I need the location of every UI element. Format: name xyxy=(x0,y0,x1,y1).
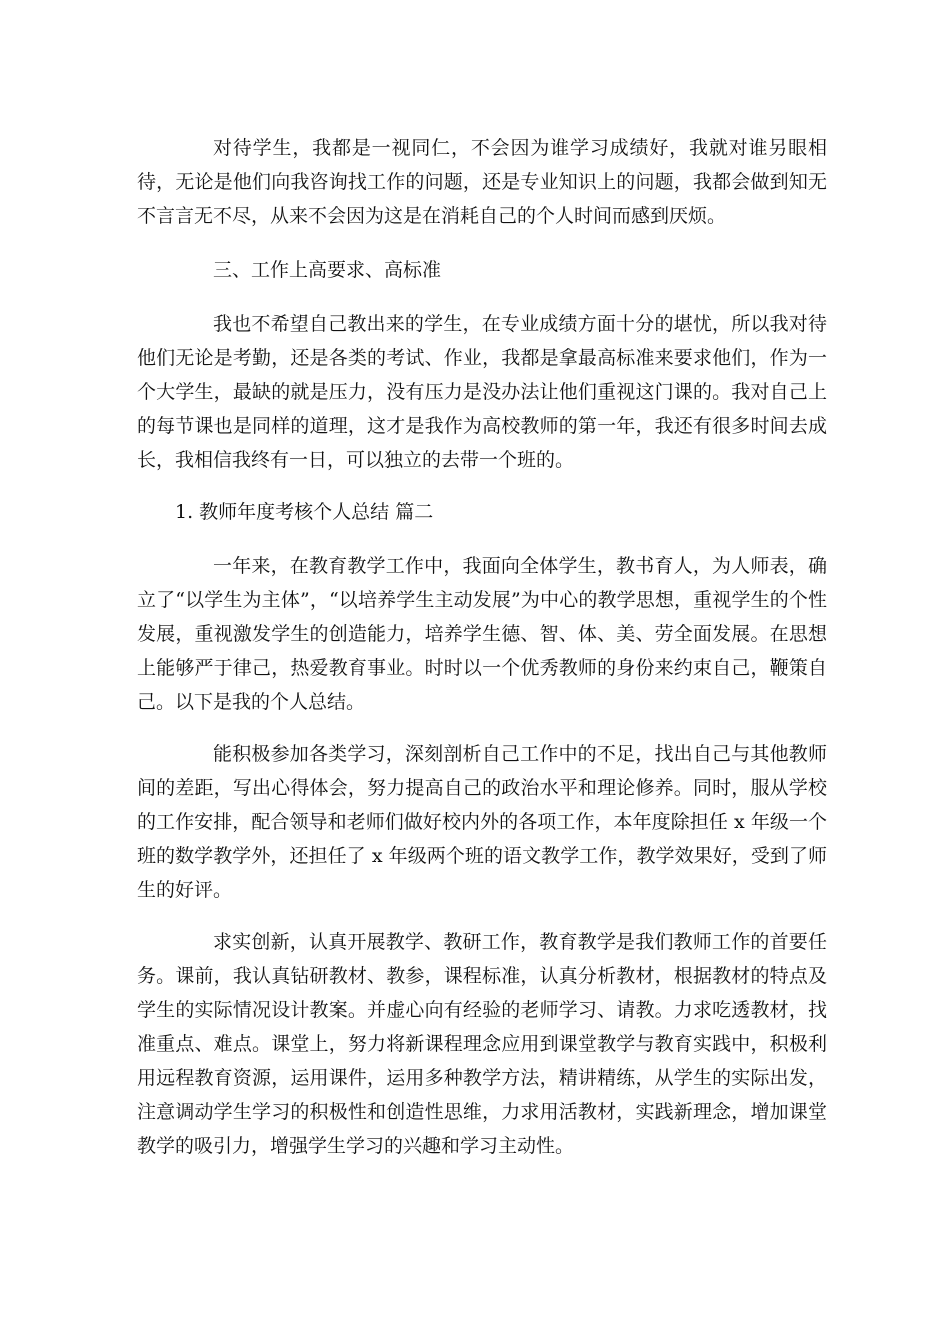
paragraph-treat-students: 对待学生，我都是一视同仁，不会因为谁学习成绩好，我就对谁另眼相待，无论是他们向我咨询找工作的问题，还是专业知识上的问题，我都会做到知无不言言无不尽，从来不会因为这是在消耗自己的个人时间而感到厌烦。 xyxy=(137,137,827,227)
paragraph-active-learning: 能积极参加各类学习，深刻剖析自己工作中的不足，找出自己与其他教师间的差距，写出心得体会，努力提高自己的政治水平和理论修养。同时，服从学校的工作安排，配合领导和老师们做好校内外的各项工作，本年度除担任 x 年级一个班的数学教学外，还担任了 x 年级两个班的语文教学工作，教学效果好，受到了师生的好评。 xyxy=(137,743,827,901)
paragraph-high-standards: 我也不希望自己教出来的学生，在专业成绩方面十分的堪忧，所以我对待他们无论是考勤，还是各类的考试、作业，我都是拿最高标准来要求他们，作为一个大学生，最缺的就是压力，没有压力是没办法让他们重视这门课的。我对自己上的每节课也是同样的道理，这才是我作为高校教师的第一年，我还有很多时间去成长，我相信我终有一日，可以独立的去带一个班的。 xyxy=(137,313,827,471)
paragraph-innovation-teaching: 求实创新，认真开展教学、教研工作，教育教学是我们教师工作的首要任务。课前，我认真钻研教材、教参，课程标准，认真分析教材，根据教材的特点及学生的实际情况设计教案。并虚心向有经验的老师学习、请教。力求吃透教材，找准重点、难点。课堂上，努力将新课程理念应用到课堂教学与教育实践中，积极利用远程教育资源，运用课件，运用多种教学方法，精讲精练，从学生的实际出发，注意调动学生学习的积极性和创造性思维，力求用活教材，实践新理念，增加课堂教学的吸引力，增强学生学习的兴趣和学习主动性。 xyxy=(137,931,827,1157)
article-heading-part-two: 1. 教师年度考核个人总结 篇二 xyxy=(175,501,434,523)
paragraph-year-summary: 一年来，在教育教学工作中，我面向全体学生，教书育人，为人师表，确立了“以学生为主体”，“以培养学生主动发展”为中心的教学思想，重视学生的个性发展，重视激发学生的创造能力，培养学生德、智、体、美、劳全面发展。在思想上能够严于律己，热爱教育事业。时时以一个优秀教师的身份来约束自己，鞭策自己。以下是我的个人总结。 xyxy=(137,555,827,713)
section-heading-three: 三、工作上高要求、高标准 xyxy=(213,259,442,281)
